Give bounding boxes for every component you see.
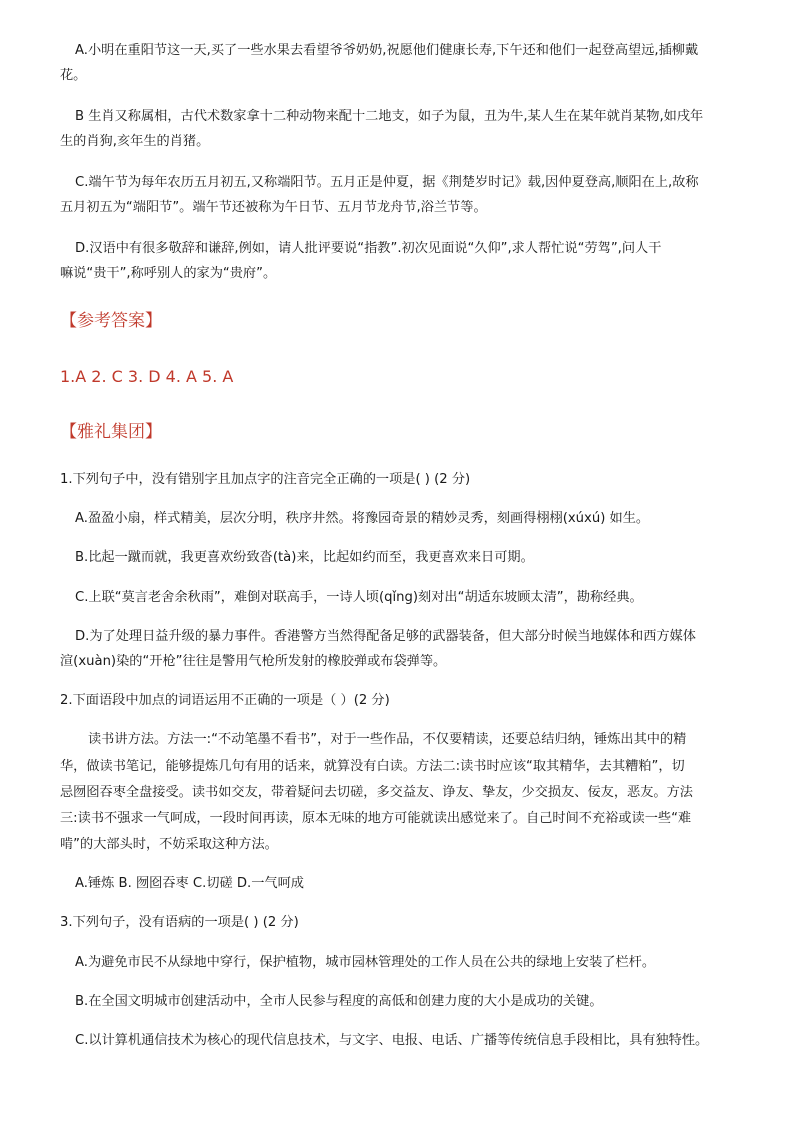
question-2-passage-line-5: 啃”的大部头时，不妨采取这种方法。 [60, 837, 278, 852]
question-1-option-c: C.上联“莫言老舍余秋雨”，难倒对联高手，一诗人顷(qǐng)刻对出“胡适东坡顾太清”，勘称经典。 [75, 590, 643, 605]
option-d-line-1: D.汉语中有很多敬辞和谦辞,例如，请人批评要说“指教”.初次见面说“久仰”,求人帮忙说“劳驾”,问人干 [75, 241, 662, 256]
question-1-stem: 1.下列句子中，没有错别字且加点字的注音完全正确的一项是( ) (2 分) [60, 472, 471, 487]
question-3-option-a: A.为避免市民不从绿地中穿行，保护植物，城市园林管理处的工作人员在公共的绿地上安装了栏杆。 [75, 955, 656, 970]
option-a-line-1: A.小明在重阳节这一天,买了一些水果去看望爷爷奶奶,祝愿他们健康长寿,下午还和他们一起登高望远,插柳戴 [75, 43, 699, 58]
question-3-option-c: C.以计算机通信技术为核心的现代信息技术，与文字、电报、电话、广播等传统信息手段相比，具有独特性。 [75, 1033, 709, 1048]
answer-list: 1.A 2. C 3. D 4. A 5. A [60, 367, 234, 386]
question-2-stem: 2.下面语段中加点的词语运用不正确的一项是（ ）(2 分) [60, 693, 390, 708]
question-3-option-b: B.在全国文明城市创建活动中，全市人民参与程度的高低和创建力度的大小是成功的关键。 [75, 994, 603, 1009]
question-2-options: A.锤炼 B. 囫囵吞枣 C.切磋 D.一气呵成 [75, 876, 304, 891]
question-2-passage-line-2: 华，做读书笔记，能够提炼几句有用的话来，就算没有白读。方法二:读书时应该“取其精华，去其糟粕”，切 [60, 759, 685, 774]
question-1-option-d-line-2: 渲(xuàn)染的“开枪”往往是警用气枪所发射的橡胶弹或布袋弹等。 [60, 654, 447, 669]
question-1-option-d-line-1: D.为了处理日益升级的暴力事件。香港警方当然得配备足够的武器装备，但大部分时候当地媒体和西方媒体 [75, 629, 696, 644]
option-d-line-2: 嘛说“贵干”,称呼别人的家为“贵府”。 [60, 266, 277, 281]
option-b-line-2: 生的肖狗,亥年生的肖猪。 [60, 134, 210, 149]
question-1-option-a: A.盈盈小扇，样式精美，层次分明，秩序井然。将豫园奇景的精妙灵秀，刻画得栩栩(xúxú) 如生。 [75, 511, 650, 526]
answer-heading: 【参考答案】 [60, 311, 162, 331]
option-c-line-2: 五月初五为“端阳节”。端午节还被称为午日节、五月节龙舟节,浴兰节等。 [60, 200, 487, 215]
question-1-option-b: B.比起一蹴而就，我更喜欢纷致沓(tà)来，比起如约而至，我更喜欢来日可期。 [75, 550, 534, 565]
question-2-passage-line-4: 三:读书不强求一气呵成，一段时间再读，原本无味的地方可能就读出感觉来了。自己时间不充裕或读一些“难 [60, 811, 692, 826]
option-c-line-1: C.端午节为每年农历五月初五,又称端阳节。五月正是仲夏，据《荆楚岁时记》载,因仲夏登高,顺阳在上,故称 [75, 175, 699, 190]
option-a-line-2: 花。 [60, 68, 87, 83]
section-heading: 【雅礼集团】 [60, 422, 162, 442]
question-3-stem: 3.下列句子，没有语病的一项是( ) (2 分) [60, 915, 299, 930]
question-2-passage-line-3: 忌囫囵吞枣全盘接受。读书如交友，带着疑问去切磋，多交益友、诤友、挚友，少交损友、佞友，恶友。方法 [60, 785, 693, 800]
option-b-line-1: B 生肖又称属相，古代术数家拿十二种动物来配十二地支，如子为鼠，丑为牛,某人生在某年就肖某物,如戌年 [75, 109, 704, 124]
question-2-passage-line-1: 读书讲方法。方法一:“不动笔墨不看书”，对于一些作品，不仅要精读，还要总结归纳，锤炼出其中的精 [88, 732, 687, 747]
